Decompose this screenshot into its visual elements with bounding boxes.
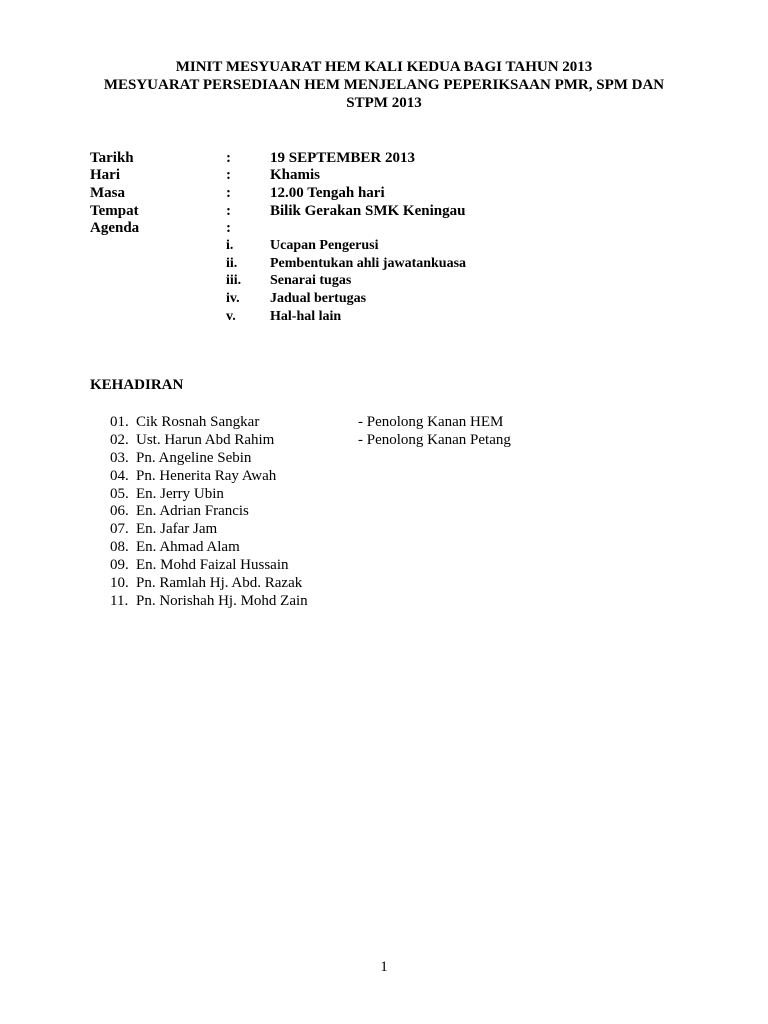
member-role: - Penolong Kanan Petang: [358, 432, 511, 448]
meta-label-tempat: Tempat: [90, 203, 139, 219]
member-number: 09.: [110, 557, 129, 573]
member-name: Pn. Ramlah Hj. Abd. Razak: [136, 575, 303, 591]
member-name: Pn. Angeline Sebin: [136, 450, 252, 466]
meta-colon: :: [226, 185, 231, 201]
member-name: En. Jafar Jam: [136, 521, 218, 537]
meta-label-hari: Hari: [90, 167, 120, 183]
document-title-line-2: MESYUARAT PERSEDIAAN HEM MENJELANG PEPERIKSAAN PMR, SPM DAN: [103, 77, 665, 93]
meta-colon: :: [226, 203, 231, 219]
member-role: - Penolong Kanan HEM: [358, 414, 504, 430]
member-number: 08.: [110, 539, 129, 555]
member-name: Pn. Norishah Hj. Mohd Zain: [136, 593, 308, 609]
meta-colon: :: [226, 150, 231, 166]
document-title-line-1: MINIT MESYUARAT HEM KALI KEDUA BAGI TAHUN 2013: [175, 59, 593, 75]
meta-colon: :: [226, 220, 231, 236]
meta-value-masa: 12.00 Tengah hari: [270, 185, 385, 201]
member-name: En. Mohd Faizal Hussain: [136, 557, 289, 573]
agenda-item-text: Pembentukan ahli jawatankuasa: [270, 256, 467, 271]
member-name: En. Adrian Francis: [136, 503, 249, 519]
member-number: 11.: [110, 593, 129, 609]
meta-value-hari: Khamis: [270, 167, 321, 183]
member-number: 05.: [110, 486, 129, 502]
agenda-item-number: i.: [226, 238, 234, 253]
agenda-item-text: Senarai tugas: [270, 273, 352, 288]
page-number: 1: [380, 959, 388, 975]
member-number: 07.: [110, 521, 129, 537]
document-title-line-3: STPM 2013: [346, 95, 422, 111]
meta-colon: :: [226, 167, 231, 183]
agenda-item-text: Hal-hal lain: [270, 309, 342, 324]
member-name: Cik Rosnah Sangkar: [136, 414, 260, 430]
member-name: Ust. Harun Abd Rahim: [136, 432, 275, 448]
agenda-item-number: iii.: [226, 273, 242, 288]
meta-value-tarikh: 19 SEPTEMBER 2013: [270, 150, 416, 166]
member-number: 10.: [110, 575, 129, 591]
member-name: En. Jerry Ubin: [136, 486, 224, 502]
agenda-item-number: iv.: [226, 291, 240, 306]
attendance-heading: KEHADIRAN: [90, 377, 184, 393]
member-number: 04.: [110, 468, 129, 484]
agenda-item-number: ii.: [226, 256, 238, 271]
agenda-item-text: Ucapan Pengerusi: [270, 238, 379, 253]
meta-label-tarikh: Tarikh: [90, 150, 134, 166]
agenda-item-number: v.: [226, 309, 236, 324]
meta-label-masa: Masa: [90, 185, 125, 201]
member-name: En. Ahmad Alam: [136, 539, 240, 555]
meta-label-agenda: Agenda: [90, 220, 140, 236]
member-number: 03.: [110, 450, 129, 466]
agenda-item-text: Jadual bertugas: [270, 291, 367, 306]
member-number: 06.: [110, 503, 129, 519]
member-number: 02.: [110, 432, 129, 448]
member-number: 01.: [110, 414, 129, 430]
member-name: Pn. Henerita Ray Awah: [136, 468, 277, 484]
meta-value-tempat: Bilik Gerakan SMK Keningau: [270, 203, 466, 219]
